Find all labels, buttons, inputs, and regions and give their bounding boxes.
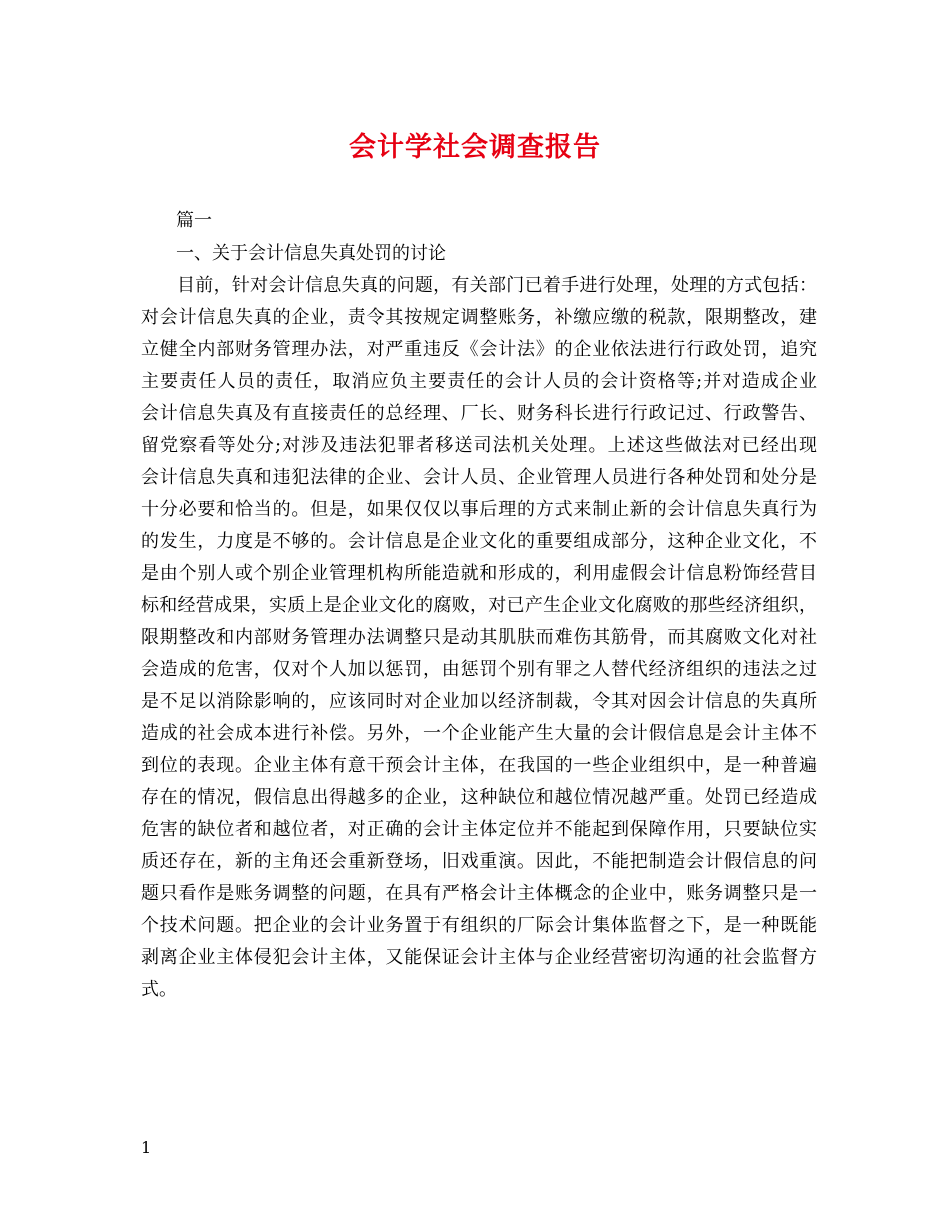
paragraph-line: 造成的社会成本进行补偿。另外，一个企业能产生大量的会计假信息是会计主体不 (141, 723, 817, 744)
paragraph-line: 个技术问题。把企业的会计业务置于有组织的厂际会计集体监督之下，是一种既能 (141, 915, 817, 936)
paragraph-line: 主要责任人员的责任，取消应负主要责任的会计人员的会计资格等;并对造成企业 (141, 371, 817, 392)
body-paragraph (141, 270, 817, 1006)
paragraph-line: 十分必要和恰当的。但是，如果仅仅以事后理的方式来制止新的会计信息失真行为 (141, 499, 817, 520)
paragraph-line: 对会计信息失真的企业，责令其按规定调整账务，补缴应缴的税款，限期整改，建 (141, 307, 817, 328)
paragraph-line: 质还存在，新的主角还会重新登场，旧戏重演。因此，不能把制造会计假信息的问 (141, 851, 817, 872)
paragraph-line: 标和经营成果，实质上是企业文化的腐败，对已产生企业文化腐败的那些经济组织， (141, 595, 817, 616)
paragraph-line: 的发生，力度是不够的。会计信息是企业文化的重要组成部分，这种企业文化，不 (141, 531, 817, 552)
paragraph-line: 剥离企业主体侵犯会计主体，又能保证会计主体与企业经营密切沟通的社会监督方 (141, 947, 817, 968)
paragraph-line: 限期整改和内部财务管理办法调整只是动其肌肤而难伤其筋骨，而其腐败文化对社 (141, 627, 817, 648)
paragraph-line: 题只看作是账务调整的问题，在具有严格会计主体概念的企业中，账务调整只是一 (141, 883, 817, 904)
section-label: 篇一 (176, 210, 212, 231)
paragraph-line: 会计信息失真和违犯法律的企业、会计人员、企业管理人员进行各种处罚和处分是 (141, 467, 817, 488)
paragraph-line: 是不足以消除影响的，应该同时对企业加以经济制裁，令其对因会计信息的失真所 (141, 691, 817, 712)
paragraph-line: 留党察看等处分;对涉及违法犯罪者移送司法机关处理。上述这些做法对已经出现 (141, 435, 817, 456)
paragraph-line: 目前，针对会计信息失真的问题，有关部门已着手进行处理，处理的方式包括： (177, 275, 817, 296)
paragraph-line: 危害的缺位者和越位者，对正确的会计主体定位并不能起到保障作用，只要缺位实 (141, 819, 817, 840)
page-number: 1 (141, 1138, 152, 1157)
paragraph-line: 存在的情况，假信息出得越多的企业，这种缺位和越位情况越严重。处罚已经造成 (141, 787, 817, 808)
paragraph-line: 到位的表现。企业主体有意干预会计主体，在我国的一些企业组织中，是一种普遍 (141, 755, 817, 776)
paragraph-line: 会造成的危害，仅对个人加以惩罚，由惩罚个别有罪之人替代经济组织的违法之过 (141, 659, 817, 680)
paragraph-line: 式。 (141, 979, 177, 1000)
paragraph-line: 是由个别人或个别企业管理机构所能造就和形成的，利用虚假会计信息粉饰经营目 (141, 563, 817, 584)
paragraph-line: 会计信息失真及有直接责任的总经理、厂长、财务科长进行行政记过、行政警告、 (141, 403, 817, 424)
section-heading: 一、关于会计信息失真处罚的讨论 (176, 243, 446, 264)
document-title: 会计学社会调查报告 (349, 132, 601, 163)
paragraph-line: 立健全内部财务管理办法，对严重违反《会计法》的企业依法进行行政处罚，追究 (141, 339, 817, 360)
